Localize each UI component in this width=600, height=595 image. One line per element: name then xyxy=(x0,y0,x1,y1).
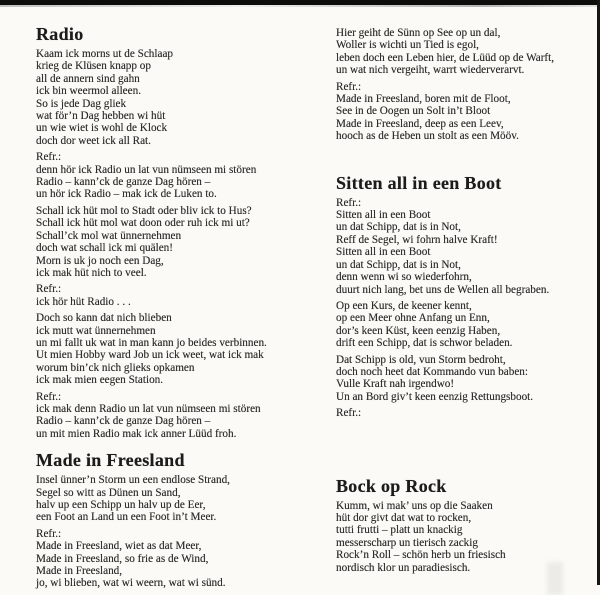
lyric-line: Op een Kurs, de keener kennt, xyxy=(336,299,472,312)
lyrics-column-right xyxy=(336,24,592,595)
lyric-line: Made in Freesland, boren mit de Floot, xyxy=(336,93,511,106)
refrain-stanza xyxy=(36,151,336,201)
verse-stanza xyxy=(336,300,592,350)
lyric-line: Kumm, wi mak’ uns op die Saaken xyxy=(336,499,493,512)
song-title: Radio xyxy=(36,24,84,44)
refrain-stanza xyxy=(336,81,592,143)
lyric-line: Hier geiht de Sünn op See op un dal, xyxy=(336,27,501,39)
lyric-line: hooch as de Heben un stolt as een Mööv. xyxy=(336,130,519,143)
lyric-line: un wat nich vergeiht, warrt wiederverarvt. xyxy=(336,64,525,77)
lyric-line: Ut mien Hobby ward Job un ick weet, wat ick mak xyxy=(36,349,264,362)
verse-stanza xyxy=(36,205,336,279)
lyric-line: Dat Schipp is old, vun Storm bedroht, xyxy=(336,353,506,366)
verse-stanza xyxy=(336,354,592,404)
lyric-line: Radio – kann’ck de ganze Dag hören – xyxy=(36,176,211,189)
refrain-stanza xyxy=(36,391,336,441)
lyric-line: Rock’n Roll – schön herb un friesisch xyxy=(336,549,506,562)
lyric-line: ick mutt wat ünnernehmen xyxy=(36,324,156,337)
lyric-line: nordisch klor un paradiesisch. xyxy=(336,561,471,574)
lyric-line: Schall ick hüt mol to Stadt oder bliv ick to Hus? xyxy=(36,204,252,217)
verse-stanza xyxy=(36,312,336,386)
lyric-line: ick mak hüt nich to veel. xyxy=(36,266,147,279)
lyric-line: Morn is uk jo noch een Dag, xyxy=(36,254,164,267)
lyric-line: ick hör hüt Radio . . . xyxy=(36,295,131,308)
lyric-line: un dat Schipp, dat is in Not, xyxy=(336,258,461,271)
lyric-line: Schall ick hüt mol wat doon oder ruh ick mi ut? xyxy=(36,217,250,230)
lyric-line: Sitten all in een Boot xyxy=(336,246,431,259)
lyric-line: doch dor weet ick all Rat. xyxy=(36,134,151,147)
lyric-line: Made in Freesland, xyxy=(36,565,123,578)
lyric-line: un mi fallt uk wat in man kann jo beides verbinnen. xyxy=(36,336,267,349)
lyric-line: op een Meer ohne Anfang un Enn, xyxy=(336,312,490,325)
lyric-line: dor’s keen Küst, keen eenzig Haben, xyxy=(336,324,501,337)
lyric-line: Radio – kann’ck de ganze Dag hören – xyxy=(36,415,211,428)
lyrics-column-left xyxy=(36,24,336,595)
lyric-line: worum bin’ck nich glieks opkamen xyxy=(36,361,195,374)
lyric-line: un dat Schipp, dat is in Not, xyxy=(336,221,461,234)
lyric-line: all de annern sind gahn xyxy=(36,72,140,85)
lyric-line: tutti frutti – platt un knackig xyxy=(336,524,463,537)
song-title: Bock op Rock xyxy=(336,475,447,496)
song-title: Made in Freesland xyxy=(36,450,185,471)
refrain-stanza xyxy=(336,407,592,419)
lyric-line: Doch so kann dat nich blieben xyxy=(36,312,172,325)
lyric-line: Un an Bord giv’t keen eenzig Rettungsboot. xyxy=(336,390,534,403)
refrain-stanza xyxy=(336,197,592,296)
lyric-line: Made in Freesland, so frie as de Wind, xyxy=(36,552,209,565)
lyric-line: Refr.: xyxy=(336,407,362,420)
lyric-line: halv up een Schipp un halv up de Eer, xyxy=(36,499,206,511)
lyric-line: Refr.: xyxy=(336,80,362,93)
lyric-line: Woller is wichti un Tied is egol, xyxy=(336,39,479,52)
lyric-line: krieg de Klüsen knapp op xyxy=(36,60,151,73)
lyric-line: Reff de Segel, wi fohrn halve Kraft! xyxy=(336,233,498,246)
lyric-line: een Foot an Land un een Foot in’t Meer. xyxy=(36,511,217,524)
lyric-line: Kaam ick morns ut de Schlaap xyxy=(36,48,174,60)
lyric-line: drift een Schipp, dat is schwor beladen. xyxy=(336,337,513,350)
lyric-line: ick mak denn Radio un lat vun nümseen mi stören xyxy=(36,402,261,415)
verse-stanza xyxy=(336,27,592,77)
lyric-line: doch noch heet dat Kommando vun baben: xyxy=(336,365,529,378)
lyric-line: Made in Freesland, wiet as dat Meer, xyxy=(36,540,202,553)
lyric-line: Sitten all in een Boot xyxy=(336,209,431,222)
lyric-line: See in de Oogen un Solt in’t Bloot xyxy=(336,105,491,118)
lyric-line: Refr.: xyxy=(36,527,62,540)
lyric-line: un wie wiet is wohl de Klock xyxy=(36,122,168,135)
lyric-line: Insel ünner’n Storm un een endlose Strand, xyxy=(36,474,230,487)
lyric-line: jo, wi blieben, wat wi weern, wat wi sünd. xyxy=(36,577,226,590)
lyric-line: duurt nich lang, bet uns de Wellen all begraben. xyxy=(336,283,550,296)
lyric-line: Vulle Kraft nah irgendwo! xyxy=(336,378,455,391)
lyric-line: hüt dor givt dat wat to rocken, xyxy=(336,511,472,524)
lyric-line: Segel so witt as Dünen un Sand, xyxy=(36,486,181,499)
lyric-line: un mit mien Radio mak ick anner Lüüd froh. xyxy=(36,427,237,440)
lyric-line: So is jede Dag gliek xyxy=(36,97,127,110)
lyric-line: un hör ick Radio – mak ick de Luken to. xyxy=(36,188,217,201)
lyric-line: denn wenn wi so wiederfohrn, xyxy=(336,271,472,284)
lyric-line: ick mak mien eegen Station. xyxy=(36,374,164,387)
lyric-line: denn hör ick Radio un lat vun nümseen mi stören xyxy=(36,163,257,176)
lyric-line: Made in Freesland, deep as een Leev, xyxy=(336,117,504,130)
refrain-stanza xyxy=(36,528,336,590)
lyric-line: wat för’n Dag hebben wi hüt xyxy=(36,110,166,123)
lyric-line: Refr.: xyxy=(36,390,62,403)
lyric-line: ick bin weermol alleen. xyxy=(36,85,141,98)
refrain-stanza xyxy=(36,283,336,308)
lyric-line: Schall’ck mol wat ünnernehmen xyxy=(36,229,182,242)
song-title: Sitten all in een Boot xyxy=(336,172,502,193)
lyric-line: Refr.: xyxy=(336,196,362,209)
lyric-line: doch wat schall ick mi quälen! xyxy=(36,242,174,255)
verse-stanza xyxy=(36,48,336,147)
lyric-line: messerscharp un tierisch zackig xyxy=(336,536,478,549)
lyric-line: Refr.: xyxy=(36,151,62,164)
lyric-line: Refr.: xyxy=(36,283,62,296)
lyric-line: leben doch een Leben hier, de Lüüd op de Warft, xyxy=(336,51,555,64)
scan-top-edge xyxy=(0,0,600,5)
scan-smudge xyxy=(547,562,563,595)
verse-stanza xyxy=(36,474,336,524)
